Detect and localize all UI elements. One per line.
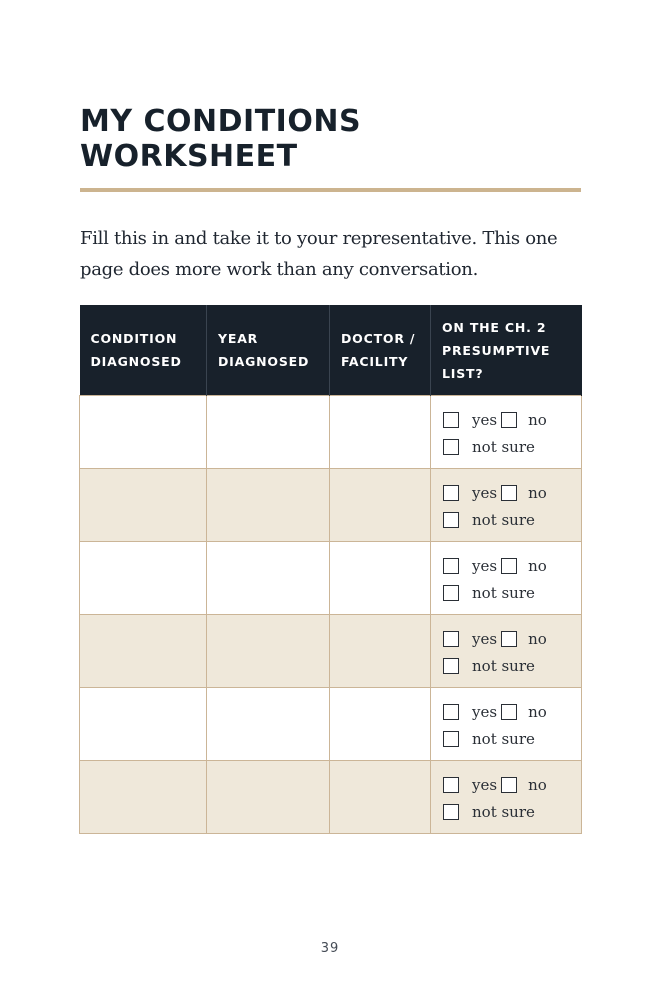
no-label: no — [528, 702, 547, 721]
presumptive-cell — [431, 469, 582, 542]
condition-cell[interactable] — [80, 688, 207, 761]
year-cell[interactable] — [207, 615, 330, 688]
table-row — [80, 615, 582, 688]
presumptive-cell — [431, 615, 582, 688]
doctor-cell[interactable] — [330, 615, 431, 688]
header-condition: CONDITION DIAGNOSED — [80, 305, 207, 396]
year-cell[interactable] — [207, 396, 330, 469]
no-checkbox[interactable] — [501, 485, 517, 501]
no-checkbox[interactable] — [501, 412, 517, 428]
page-number: 39 — [320, 941, 340, 956]
no-label: no — [528, 775, 547, 794]
year-cell[interactable] — [207, 688, 330, 761]
intro-text: Fill this in and take it to your representative. This one page does more work than any conversation. — [80, 228, 558, 280]
doctor-cell[interactable] — [330, 688, 431, 761]
yes-checkbox[interactable] — [443, 558, 459, 574]
condition-cell[interactable] — [80, 396, 207, 469]
header-doctor: DOCTOR / FACILITY — [330, 305, 431, 396]
doctor-cell[interactable] — [330, 396, 431, 469]
not-sure-checkbox[interactable] — [443, 731, 459, 747]
table-row — [80, 688, 582, 761]
header-year: YEAR DIAGNOSED — [207, 305, 330, 396]
year-cell[interactable] — [207, 542, 330, 615]
yes-label: yes — [472, 410, 498, 429]
yes-checkbox[interactable] — [443, 777, 459, 793]
yes-label: yes — [472, 775, 498, 794]
not-sure-checkbox[interactable] — [443, 512, 459, 528]
table-row — [80, 396, 582, 469]
not-sure-checkbox[interactable] — [443, 804, 459, 820]
no-label: no — [528, 629, 547, 648]
yes-label: yes — [472, 483, 498, 502]
no-checkbox[interactable] — [501, 777, 517, 793]
presumptive-cell — [431, 688, 582, 761]
yes-checkbox[interactable] — [443, 704, 459, 720]
not-sure-label: not sure — [472, 656, 535, 675]
page-title: MY CONDITIONS WORKSHEET — [80, 104, 362, 174]
yes-checkbox[interactable] — [443, 412, 459, 428]
not-sure-label: not sure — [472, 510, 535, 529]
yes-label: yes — [472, 702, 498, 721]
not-sure-label: not sure — [472, 437, 535, 456]
table-row — [80, 761, 582, 834]
table-header-row — [80, 305, 582, 396]
doctor-cell[interactable] — [330, 761, 431, 834]
no-checkbox[interactable] — [501, 558, 517, 574]
no-label: no — [528, 410, 547, 429]
doctor-cell[interactable] — [330, 469, 431, 542]
year-cell[interactable] — [207, 761, 330, 834]
presumptive-cell — [431, 542, 582, 615]
not-sure-checkbox[interactable] — [443, 658, 459, 674]
no-checkbox[interactable] — [501, 631, 517, 647]
condition-cell[interactable] — [80, 615, 207, 688]
yes-label: yes — [472, 629, 498, 648]
table-row — [80, 469, 582, 542]
not-sure-label: not sure — [472, 802, 535, 821]
not-sure-label: not sure — [472, 729, 535, 748]
not-sure-checkbox[interactable] — [443, 439, 459, 455]
year-cell[interactable] — [207, 469, 330, 542]
header-presumptive: ON THE CH. 2 PRESUMPTIVE LIST? — [431, 305, 582, 396]
doctor-cell[interactable] — [330, 542, 431, 615]
condition-cell[interactable] — [80, 542, 207, 615]
conditions-table — [79, 305, 582, 834]
not-sure-label: not sure — [472, 583, 535, 602]
not-sure-checkbox[interactable] — [443, 585, 459, 601]
title-underline — [80, 188, 581, 192]
no-checkbox[interactable] — [501, 704, 517, 720]
yes-checkbox[interactable] — [443, 631, 459, 647]
yes-label: yes — [472, 556, 498, 575]
presumptive-cell — [431, 761, 582, 834]
condition-cell[interactable] — [80, 469, 207, 542]
table-row — [80, 542, 582, 615]
yes-checkbox[interactable] — [443, 485, 459, 501]
no-label: no — [528, 556, 547, 575]
presumptive-cell — [431, 396, 582, 469]
no-label: no — [528, 483, 547, 502]
condition-cell[interactable] — [80, 761, 207, 834]
